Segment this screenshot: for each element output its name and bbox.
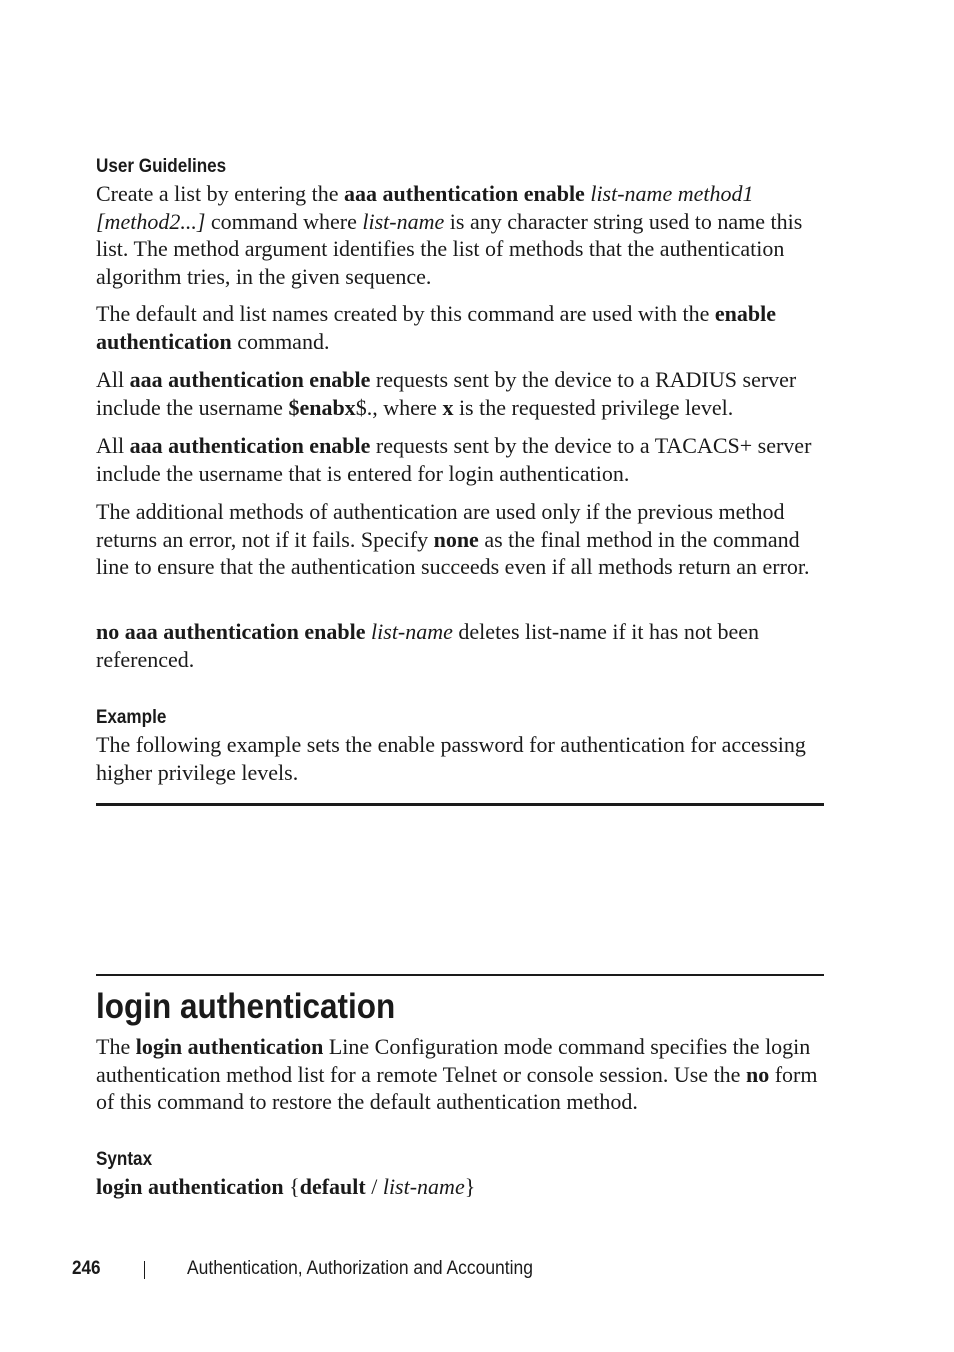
footer-chapter-title: Authentication, Authorization and Accounting	[187, 1258, 533, 1279]
user-guidelines-p5: The additional methods of authentication are used only if the previous method returns an error, not if it fails. Specify none as the final method in the command line to ensure that the authentication succeeds even if all methods return an error.	[96, 499, 810, 579]
user-guidelines-p3: All aaa authentication enable requests sent by the device to a RADIUS server include the username $enabx$., where x is the requested privilege level.	[96, 367, 797, 420]
command-title: login authentication	[96, 987, 396, 1026]
syntax-heading: Syntax	[96, 1149, 153, 1170]
user-guidelines-p1: Create a list by entering the aaa authentication enable list-name method1 [method2...] command where list-name is any character string used to name this list. The method argument identifies the list of methods that the authentication algorithm tries, in the given sequence.	[96, 181, 803, 289]
footer-separator	[144, 1261, 145, 1279]
command-description: The login authentication Line Configuration mode command specifies the login authentication method list for a remote Telnet or console session. Use the no form of this command to restore the default authentication method.	[96, 1034, 818, 1114]
user-guidelines-p4: All aaa authentication enable requests sent by the device to a TACACS+ server include the username that is entered for login authentication.	[96, 433, 812, 486]
example-heading: Example	[96, 707, 167, 728]
command-top-rule	[96, 974, 824, 976]
user-guidelines-heading: User Guidelines	[96, 156, 227, 177]
user-guidelines-p2: The default and list names created by this command are used with the enable authentication command.	[96, 301, 776, 354]
user-guidelines-p6: no aaa authentication enable list-name deletes list-name if it has not been referenced.	[96, 619, 759, 672]
example-text: The following example sets the enable password for authentication for accessing higher privilege levels.	[96, 732, 806, 785]
section-end-rule	[96, 803, 824, 806]
page-number: 246	[72, 1258, 101, 1279]
syntax-line: login authentication {default / list-name}	[96, 1174, 476, 1199]
